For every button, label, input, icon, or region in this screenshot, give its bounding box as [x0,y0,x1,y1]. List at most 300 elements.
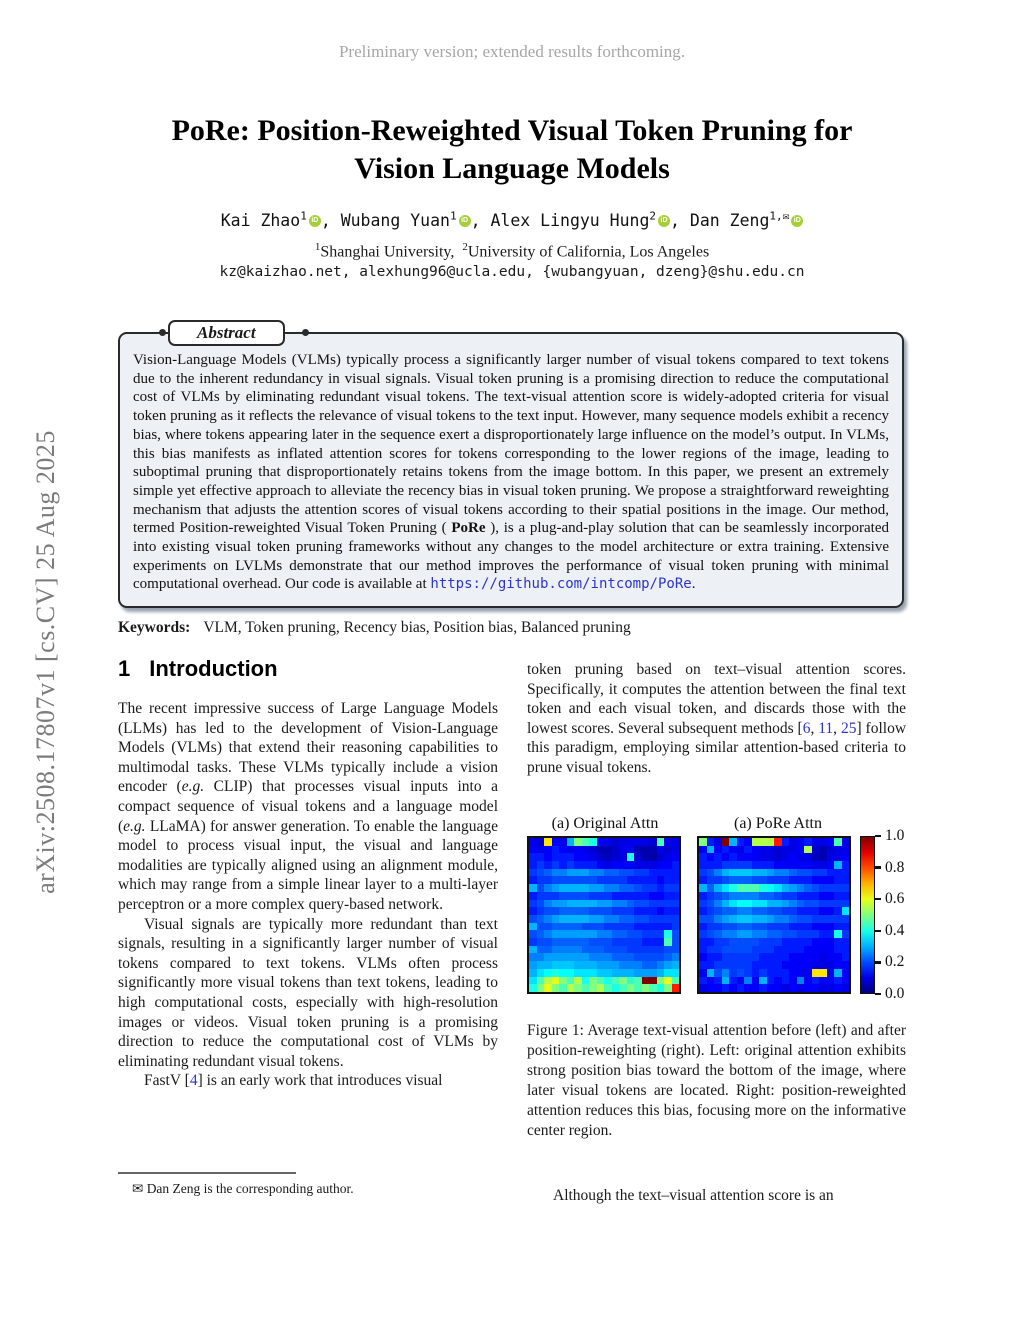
heatmap-cell [619,915,627,923]
heatmap-cell [812,953,820,961]
heatmap-cell [752,884,760,892]
heatmap-cell [544,853,552,861]
heatmap-cell [552,969,560,977]
orcid-icon[interactable]: iD [309,215,321,227]
heatmap-cell [597,846,605,854]
heatmap-cell [589,984,597,992]
heatmap-cell [552,923,560,931]
heatmap-cell [759,930,767,938]
heatmap-cell [797,923,805,931]
heatmap-cell [834,907,842,915]
author-affil-sup: 1 [449,209,457,222]
heatmap-cell [672,846,680,854]
heatmap-cell [529,876,537,884]
heatmap-cell [789,946,797,954]
heatmap-cell [529,846,537,854]
heatmap-cell [729,869,737,877]
heatmap-cell [714,907,722,915]
heatmap-cell [819,938,827,946]
heatmap-cell [582,930,590,938]
heatmap-cell [604,884,612,892]
heatmap-cell [782,869,790,877]
paragraph-text: follow this paradigm, employing similar attention-based criteria to prune visual tokens. [527,719,907,776]
heatmap-cell [604,938,612,946]
heatmap-cell [627,953,635,961]
heatmap-cell [574,953,582,961]
heatmap-cell [582,846,590,854]
heatmap-cell [574,946,582,954]
heatmap-cell [722,961,730,969]
heatmap-cell [804,930,812,938]
heatmap-cell [529,884,537,892]
heatmap-cell [627,884,635,892]
keywords-line [118,619,906,637]
heatmap-cell [559,907,567,915]
heatmap-cell [649,984,657,992]
heatmap-cell [664,946,672,954]
heatmap-cell [827,861,835,869]
heatmap-cell [567,861,575,869]
heatmap-cell [707,838,715,846]
heatmap-original-attn [527,836,681,994]
author-name: Kai Zhao [220,210,301,230]
heatmap-cell [737,930,745,938]
heatmap-cell [834,853,842,861]
heatmap-cell [657,984,665,992]
heatmap-cell [582,961,590,969]
heatmap-cell [744,923,752,931]
heatmap-cell [699,884,707,892]
heatmap-cell [782,907,790,915]
heatmap-cell [604,846,612,854]
footnote [118,1172,498,1197]
heatmap-cell [744,969,752,977]
heatmap-cell [544,884,552,892]
heatmap-cell [642,907,650,915]
heatmap-cell [582,892,590,900]
heatmap-cell [834,892,842,900]
heatmap-cell [834,861,842,869]
heatmap-cell [722,930,730,938]
heatmap-cell [672,884,680,892]
heatmap-cell [529,984,537,992]
heatmap-cell [657,869,665,877]
heatmap-cell [552,946,560,954]
heatmap-cell [672,838,680,846]
heatmap-cell [752,846,760,854]
paragraph-text: The recent impressive success of Large Language Models (LLMs) has led to the development of Vision-Language Models (VLMs) that extend their reasoning capabilities to multimodal tasks. These VLMs typically include a vision encoder ( [118,700,498,796]
heatmap-cell [842,884,850,892]
heatmap-cell [657,953,665,961]
heatmap-cell [559,846,567,854]
heatmap-cell [597,930,605,938]
heatmap-cell [642,946,650,954]
heatmap-cell [612,915,620,923]
heatmap-cell [759,946,767,954]
orcid-icon[interactable]: iD [658,215,670,227]
heatmap-cell [752,838,760,846]
heatmap-cell [707,846,715,854]
github-link[interactable]: https://github.com/intcomp/PoRe [430,576,692,593]
heatmap-cell [774,861,782,869]
heatmap-cell [819,961,827,969]
heatmap-cell [529,892,537,900]
heatmap-cell [729,961,737,969]
heatmap-cell [664,900,672,908]
heatmap-cell [842,930,850,938]
heatmap-cell [842,907,850,915]
heatmap-cell [782,876,790,884]
heatmap-cell [649,892,657,900]
heatmap-cell [657,930,665,938]
heatmap-cell [574,923,582,931]
heatmap-cell [812,861,820,869]
heatmap-cell [699,938,707,946]
heatmap-cell [722,900,730,908]
heatmap-cell [627,961,635,969]
colorbar-tick-0.0 [875,985,904,1003]
affiliations [0,241,1024,261]
heatmap-cell [699,977,707,985]
heatmap-cell [627,930,635,938]
heatmap-cell [782,969,790,977]
heatmap-cell [574,884,582,892]
heatmap-cell [597,938,605,946]
heatmap-cell [707,892,715,900]
heatmap-cell [737,846,745,854]
heatmap-cell [827,892,835,900]
heatmap-cell [804,853,812,861]
figure-caption-label: Figure 1: [527,1022,584,1039]
heatmap-cell [537,961,545,969]
heatmap-cell [627,876,635,884]
heatmap-cell [797,900,805,908]
heatmap-cell [582,969,590,977]
heatmap-cell [664,977,672,985]
citation-4[interactable]: 4 [189,1072,198,1090]
heatmap-cell [752,930,760,938]
heatmap-cell [642,915,650,923]
heatmap-cell [574,892,582,900]
heatmap-cell [812,961,820,969]
heatmap-cell [664,876,672,884]
heatmap-cell [589,961,597,969]
section-title: Introduction [149,656,278,681]
heatmap-cell [797,907,805,915]
heatmap-cell [842,900,850,908]
citation-25[interactable]: 25 [840,719,857,737]
heatmap-cell [567,907,575,915]
heatmap-cell [544,969,552,977]
heatmap-cell [604,953,612,961]
author [690,211,803,230]
heatmap-cell [797,861,805,869]
citation-separator: , [833,719,841,737]
heatmap-cell [672,853,680,861]
tick-mark [875,898,881,901]
section-heading-introduction [118,656,498,682]
heatmap-cell [782,977,790,985]
heatmap-cell [699,861,707,869]
heatmap-cell [664,846,672,854]
citation-bracket: ] [197,1072,203,1090]
heatmap-cell [789,923,797,931]
heatmap-cell [567,869,575,877]
heatmap-cell [544,900,552,908]
heatmap-cell [714,923,722,931]
heatmap-cell [759,892,767,900]
abstract-box [118,323,904,608]
heatmap-cell [804,969,812,977]
heatmap-cell [634,869,642,877]
author-separator: , [470,210,491,230]
heatmap-cell [672,907,680,915]
heatmap-cell [537,977,545,985]
heatmap-cell [537,915,545,923]
heatmap-cell [597,915,605,923]
heatmap-cell [634,969,642,977]
heatmap-cell [782,961,790,969]
heatmap-cell [707,915,715,923]
heatmap-cell [567,846,575,854]
heatmap-cell [699,969,707,977]
heatmap-cell [699,876,707,884]
heatmap-cell [827,907,835,915]
tick-label: 0.4 [885,921,905,939]
heatmap-cell [737,961,745,969]
heatmap-cell [819,869,827,877]
heatmap-cell [537,946,545,954]
heatmap-cell [744,876,752,884]
heatmap-cell [604,977,612,985]
colorbar-tick-0.8 [875,859,904,877]
heatmap-cell [707,907,715,915]
heatmap-cell [567,892,575,900]
heatmap-cell [752,892,760,900]
heatmap-cell [552,869,560,877]
heatmap-cell [812,876,820,884]
heatmap-cell [664,907,672,915]
heatmap-cell [834,946,842,954]
heatmap-cell [767,892,775,900]
citation-11[interactable]: 11 [818,719,834,737]
heatmap-cell [707,900,715,908]
heatmap-cell [589,869,597,877]
heatmap-cell [699,838,707,846]
colorbar-ticks [875,827,917,1002]
heatmap-cell [664,923,672,931]
heatmap-cell [759,846,767,854]
heatmap-cell [657,838,665,846]
heatmap-cell [827,977,835,985]
heatmap-cell [827,984,835,992]
heatmap-cell [567,961,575,969]
heatmap-cell [664,915,672,923]
heatmap-cell [537,884,545,892]
heatmap-cell [672,984,680,992]
heatmap-cell [612,846,620,854]
heatmap-cell [722,938,730,946]
heatmap-cell [589,923,597,931]
heatmap-cell [582,869,590,877]
heatmap-cell [767,869,775,877]
heatmap-cell [759,961,767,969]
heatmap-cell [612,969,620,977]
tick-label: 1.0 [885,827,905,844]
heatmap-cell [714,938,722,946]
tick-mark [875,835,881,838]
heatmap-cell [774,977,782,985]
author-emails[interactable]: kz@kaizhao.net, alexhung96@ucla.edu, {wubangyuan, dzeng}@shu.edu.cn [219,264,805,280]
eg-italic: e.g. [181,778,205,796]
orcid-icon[interactable]: iD [459,215,471,227]
heatmap-cell [797,846,805,854]
right-paragraph-1 [527,660,906,778]
heatmap-cell [729,846,737,854]
heatmap-cell [707,969,715,977]
heatmap-cell [767,907,775,915]
heatmap-cell [789,930,797,938]
heatmap-cell [759,838,767,846]
heatmap-cell [797,946,805,954]
heatmap-cell [627,907,635,915]
heatmap-cell [567,884,575,892]
heatmap-cell [597,923,605,931]
heatmap-cell [812,907,820,915]
heatmap-cell [797,838,805,846]
heatmap-cell [589,907,597,915]
heatmap-cell [664,930,672,938]
heatmap-cell [842,969,850,977]
orcid-icon[interactable]: iD [791,215,803,227]
heatmap-cell [582,838,590,846]
heatmap-cell [582,953,590,961]
heatmap-cell [537,900,545,908]
heatmap-cell [707,869,715,877]
paragraph-text: token pruning based on text–visual attention scores. Specifically, it computes the attention between the final text token and each visual token, and discards those with the lowest scores. Several subsequent methods [527,661,906,737]
heatmap-cell [612,900,620,908]
heatmap-cell [737,923,745,931]
heatmap-cell [752,915,760,923]
arxiv-sidebar-label: arXiv:2508.17807v1 [cs.CV] 25 Aug 2025 [31,430,60,894]
heatmap-cell [604,984,612,992]
heatmap-cell [804,869,812,877]
affil-sup-2: 2 [462,241,468,253]
heatmap-cell [737,884,745,892]
heatmap-cell [789,869,797,877]
heatmap-cell [582,876,590,884]
heatmap-cell [767,984,775,992]
heatmap-cell [604,961,612,969]
heatmap-cell [812,853,820,861]
heatmap-cell [752,938,760,946]
abstract-body-2: ), is a plug-and-play solution that can be seamlessly incorporated into existing visual token pruning frameworks without any changes to the model architecture or extra training. Extensive experiments on LVLMs demonstrate that our method improves the performance of visual token pruning with minimal computational overhead. Our code is available at [133,520,889,593]
heatmap-cell [537,938,545,946]
figure-1-caption [527,1021,906,1141]
heatmap-cell [627,984,635,992]
heatmap-cell [574,838,582,846]
heatmap-cell [634,876,642,884]
heatmap-cell [714,977,722,985]
heatmap-cell [574,977,582,985]
heatmap-cell [804,977,812,985]
heatmap-cell [834,938,842,946]
heatmap-cell [529,900,537,908]
heatmap-cell [714,869,722,877]
heatmap-cell [722,969,730,977]
heatmap-cell [567,900,575,908]
heatmap-cell [774,961,782,969]
heatmap-cell [529,946,537,954]
heatmap-cell [774,869,782,877]
heatmap-cell [714,884,722,892]
heatmap-cell [552,938,560,946]
heatmap-cell [707,923,715,931]
heatmap-cell [537,853,545,861]
heatmap-cell [759,969,767,977]
heatmap-cell [737,892,745,900]
heatmap-cell [529,838,537,846]
heatmap-cell [634,838,642,846]
heatmap-cell [529,861,537,869]
heatmap-cell [529,953,537,961]
heatmap-cell [729,953,737,961]
heatmap-cell [774,907,782,915]
heatmap-cell [737,984,745,992]
heatmap-cell [657,861,665,869]
heatmap-cell [804,892,812,900]
heatmap-cell [812,969,820,977]
heatmap-cell [699,892,707,900]
heatmap-cell [774,969,782,977]
heatmap-cell [774,923,782,931]
heatmap-cell [567,923,575,931]
heatmap-cell [789,907,797,915]
heatmap-cell [612,953,620,961]
heatmap-cell [737,946,745,954]
author-affil-sup: 1,✉ [769,209,790,222]
heatmap-cell [657,946,665,954]
heatmap-cell [797,876,805,884]
heatmap-cell [722,915,730,923]
tick-mark [875,866,881,869]
heatmap-cell [819,953,827,961]
heatmap-cell [597,984,605,992]
heatmap-cell [842,946,850,954]
heatmap-cell [657,969,665,977]
heatmap-cell [804,846,812,854]
heatmap-cell [574,846,582,854]
heatmap-cell [729,969,737,977]
heatmap-cell [759,884,767,892]
heatmap-cell [597,869,605,877]
heatmap-cell [752,861,760,869]
heatmap-cell [567,953,575,961]
heatmap-cell [782,892,790,900]
heatmap-cell [722,846,730,854]
heatmap-cell [774,900,782,908]
heatmap-cell [722,884,730,892]
citation-6[interactable]: 6 [802,719,811,737]
heatmap-cell [559,853,567,861]
heatmap-cell [642,876,650,884]
author-separator: , [670,210,690,230]
heatmap-cell [544,923,552,931]
heatmap-cell [529,853,537,861]
heatmap-cell [657,907,665,915]
heatmap-cell [589,900,597,908]
heatmap-cell [642,953,650,961]
